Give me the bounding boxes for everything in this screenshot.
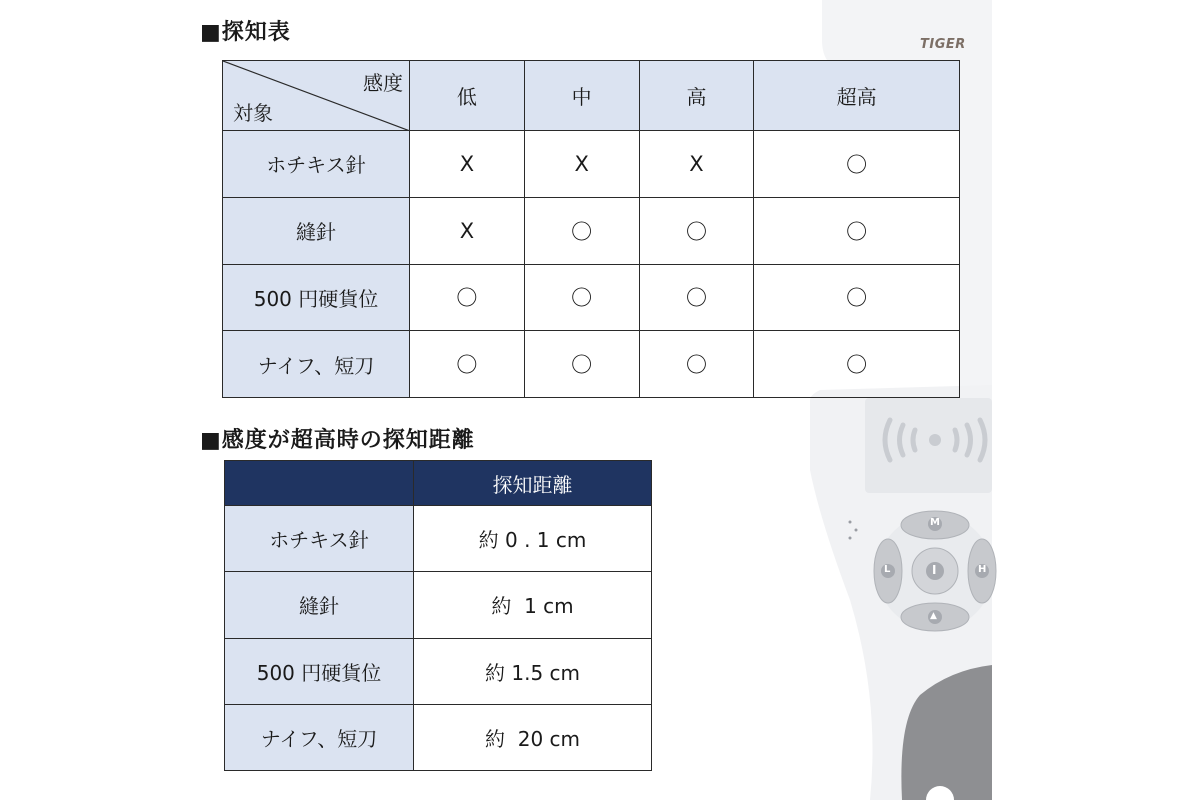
col-header-mid: 中 <box>524 61 639 131</box>
table-cell: 〇 <box>410 264 525 331</box>
corner-cell <box>223 61 410 131</box>
table-cell: X <box>410 131 525 198</box>
table-cell: 〇 <box>754 131 960 198</box>
table-row <box>225 572 652 638</box>
table-cell: 〇 <box>639 197 754 264</box>
table-row <box>223 197 960 264</box>
col-header-distance: 探知距離 <box>414 461 652 506</box>
col-header-ultra: 超高 <box>754 61 960 131</box>
table-cell: 〇 <box>754 331 960 398</box>
bell-icon: ▲ <box>930 611 937 621</box>
distance-value: 約 1 cm <box>414 572 652 638</box>
distance-value: 約 1.5 cm <box>414 638 652 704</box>
row-label: ホチキス針 <box>225 506 414 572</box>
table-cell: X <box>639 131 754 198</box>
table-cell: 〇 <box>754 197 960 264</box>
row-label: ナイフ、短刀 <box>223 331 410 398</box>
navy-corner-cell <box>225 461 414 506</box>
table-row <box>225 638 652 704</box>
tiger-logo: TIGER <box>920 37 966 52</box>
table-row <box>223 331 960 398</box>
distance-table-heading: ■感度が超高時の探知距離 <box>200 428 475 453</box>
table-row <box>225 506 652 572</box>
row-label: 縫針 <box>223 197 410 264</box>
table-cell: X <box>524 131 639 198</box>
detection-table <box>222 60 960 398</box>
row-label: ホチキス針 <box>223 131 410 198</box>
l-button-label: L <box>884 564 891 575</box>
table-cell: 〇 <box>754 264 960 331</box>
distance-table <box>224 460 652 771</box>
col-header-high: 高 <box>639 61 754 131</box>
table-cell: 〇 <box>524 331 639 398</box>
distance-value: 約 20 cm <box>414 704 652 770</box>
table-cell: X <box>410 197 525 264</box>
detection-table-heading: ■探知表 <box>200 20 291 45</box>
table-cell: 〇 <box>639 264 754 331</box>
i-button-label: I <box>932 563 937 577</box>
distance-value: 約 0 . 1 cm <box>414 506 652 572</box>
col-header-low: 低 <box>410 61 525 131</box>
table-cell: 〇 <box>524 197 639 264</box>
table-cell: 〇 <box>524 264 639 331</box>
h-button-label: H <box>978 564 987 575</box>
row-label: 縫針 <box>225 572 414 638</box>
table-row <box>223 131 960 198</box>
table-cell: 〇 <box>410 331 525 398</box>
m-button-label: M <box>930 517 940 528</box>
row-label: 500 円硬貨位 <box>225 638 414 704</box>
corner-top-label: 感度 <box>363 71 403 95</box>
table-row <box>225 704 652 770</box>
row-label: ナイフ、短刀 <box>225 704 414 770</box>
row-label: 500 円硬貨位 <box>223 264 410 331</box>
table-cell: 〇 <box>639 331 754 398</box>
corner-bottom-label: 対象 <box>233 101 273 125</box>
table-row <box>223 264 960 331</box>
